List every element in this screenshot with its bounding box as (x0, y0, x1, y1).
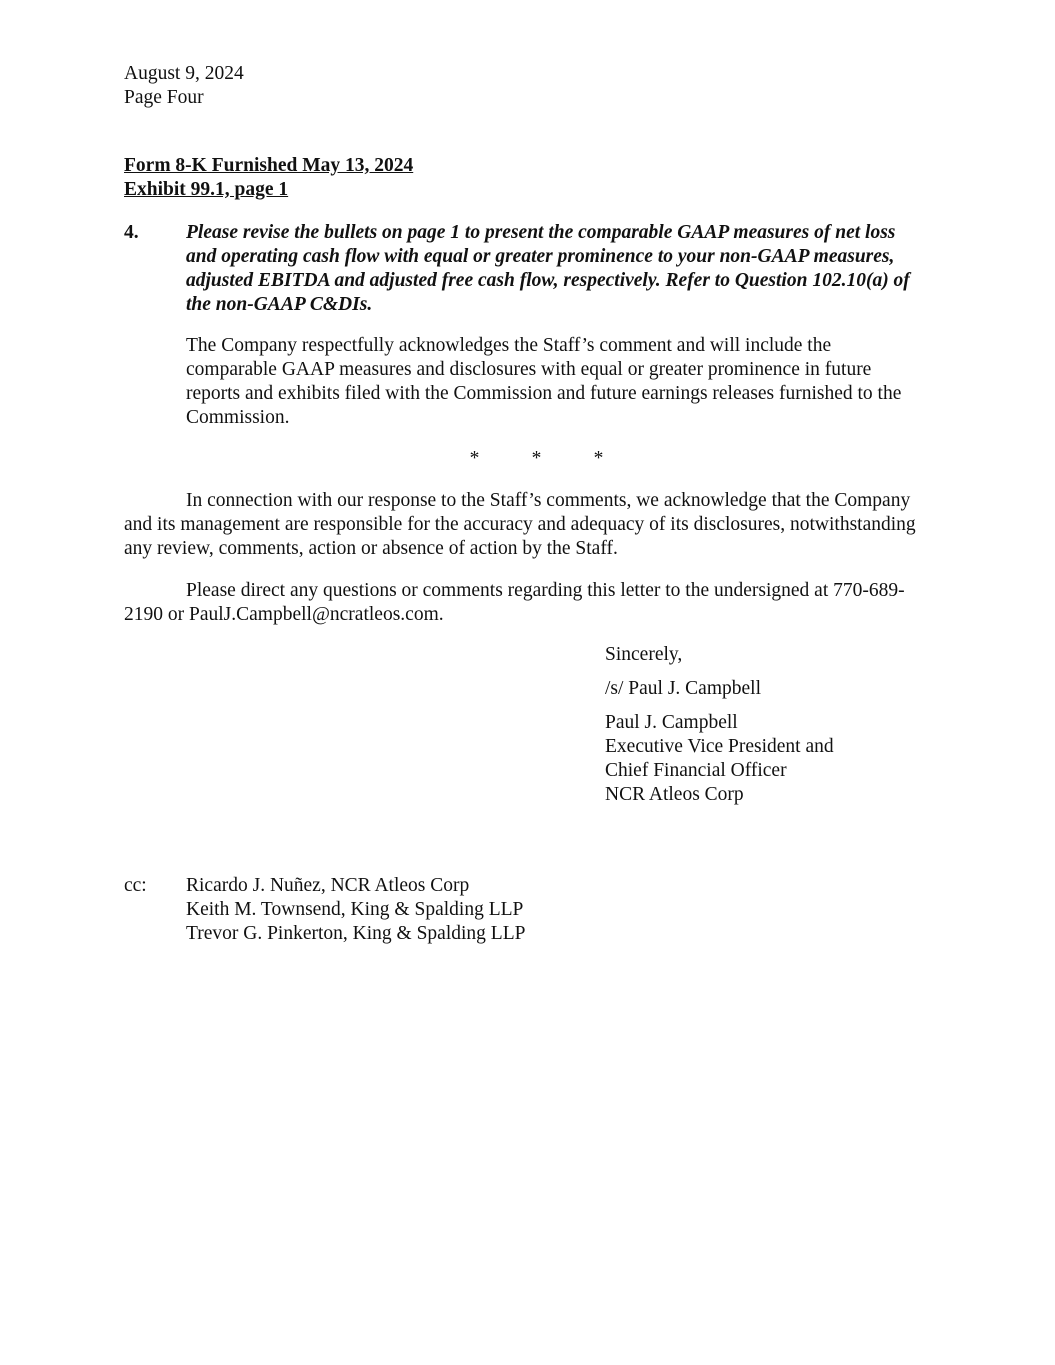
staff-comment: Please revise the bullets on page 1 to present the comparable GAAP measures of net loss and operating cash flow with equal or greater prominence to your non-GAAP measures, adjusted EBITDA and adjusted free cash flow, respectively. Refer to Question 102.10(a) of the non-GAAP C&DIs. (186, 222, 910, 315)
signer-title-line1: Executive Vice President and (605, 736, 834, 757)
section-title-line2: Exhibit 99.1, page 1 (124, 179, 289, 200)
cc-recipient: Keith M. Townsend, King & Spalding LLP (186, 899, 524, 920)
signer-company: NCR Atleos Corp (605, 784, 744, 805)
company-response: The Company respectfully acknowledges the Staff’s comment and will include the comparable GAAP measures and disclosures with equal or greater prominence in future reports and exhibits filed with the Commission and future earnings releases furnished to the Commission. (186, 335, 902, 428)
signer-name: Paul J. Campbell (605, 712, 738, 733)
contact-paragraph: Please direct any questions or comments regarding this letter to the undersigned at 770-689-2190 or PaulJ.Campbell@ncratleos.com. (124, 580, 905, 625)
page-number: Page Four (124, 87, 204, 108)
signature-block (605, 643, 924, 807)
separator-star: * (593, 448, 604, 469)
comment-item (124, 221, 924, 430)
page-header (124, 62, 924, 110)
letter-date: August 9, 2024 (124, 63, 244, 84)
cc-recipient: Ricardo J. Nuñez, NCR Atleos Corp (186, 875, 470, 896)
separator-star: * (531, 448, 542, 469)
cc-label: cc: (124, 875, 147, 896)
acknowledgement-paragraph: In connection with our response to the Staff’s comments, we acknowledge that the Company and its management are responsible for the accuracy and adequacy of its disclosures, notwithstanding any review, comments, action or absence of action by the Staff. (124, 490, 916, 559)
cc-recipient: Trevor G. Pinkerton, King & Spalding LLP (186, 923, 526, 944)
section-separator (124, 447, 924, 471)
separator-star: * (469, 448, 480, 469)
electronic-signature: /s/ Paul J. Campbell (605, 678, 761, 699)
salutation: Sincerely, (605, 644, 683, 665)
comment-number: 4. (124, 222, 139, 243)
letter-page (124, 62, 924, 946)
signer-title-line2: Chief Financial Officer (605, 760, 787, 781)
section-heading (124, 154, 924, 202)
section-title-line1: Form 8-K Furnished May 13, 2024 (124, 155, 414, 176)
cc-list (124, 874, 924, 946)
